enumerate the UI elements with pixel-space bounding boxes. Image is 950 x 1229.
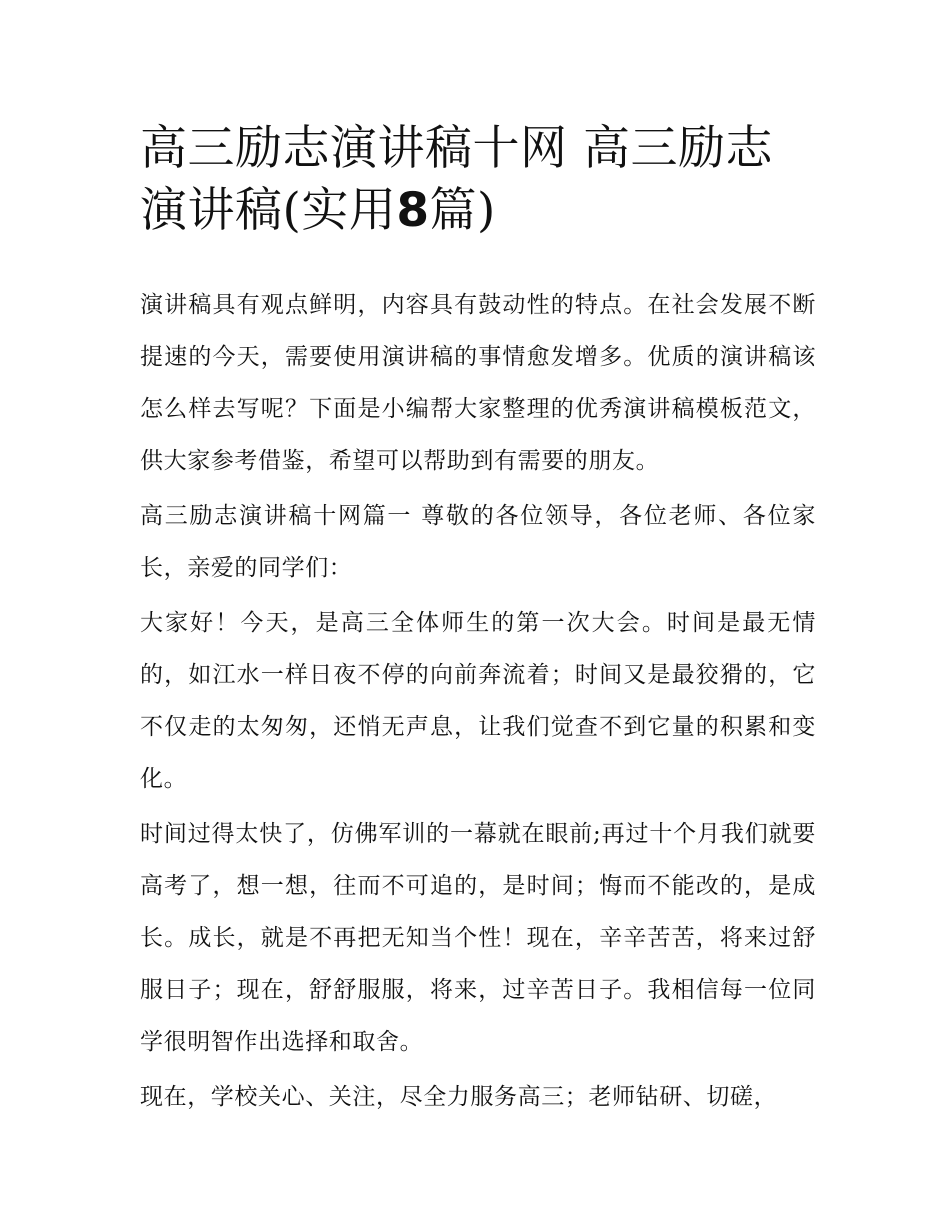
- title-text: 高三励志演讲稿十网 高三励志演讲稿(实用: [140, 121, 773, 238]
- title-suffix: 篇): [429, 183, 496, 238]
- title-number: 8: [396, 183, 430, 238]
- paragraph-salutation: 高三励志演讲稿十网篇一 尊敬的各位领导，各位老师、各位家长，亲爱的同学们：: [140, 503, 816, 581]
- document-body: [140, 279, 816, 1126]
- paragraph-greeting: 大家好！今天，是高三全体师生的第一次大会。时间是最无情的，如江水一样日夜不停的向前奔流着；时间又是最狡猾的，它不仅走的太匆匆，还悄无声息，让我们觉查不到它量的积累和变化。: [140, 610, 816, 792]
- paragraph-time: 时间过得太快了，仿佛军训的一幕就在眼前;再过十个月我们就要高考了，想一想，往而不可追的，是时间；悔而不能改的，是成长。成长，就是不再把无知当个性！现在，辛辛苦苦，将来过舒服日子；现在，舒舒服服，将来，过辛苦日子。我相信每一位同学很明智作出选择和取舍。: [140, 821, 816, 1055]
- paragraph-school: 现在，学校关心、关注，尽全力服务高三；老师钻研、切磋，: [140, 1084, 778, 1110]
- document-title: [140, 118, 820, 242]
- paragraph-intro: 演讲稿具有观点鲜明，内容具有鼓动性的特点。在社会发展不断提速的今天，需要使用演讲稿的事情愈发增多。优质的演讲稿该怎么样去写呢？下面是小编帮大家整理的优秀演讲稿模板范文，供大家参考借鉴，希望可以帮助到有需要的朋友。: [140, 292, 816, 474]
